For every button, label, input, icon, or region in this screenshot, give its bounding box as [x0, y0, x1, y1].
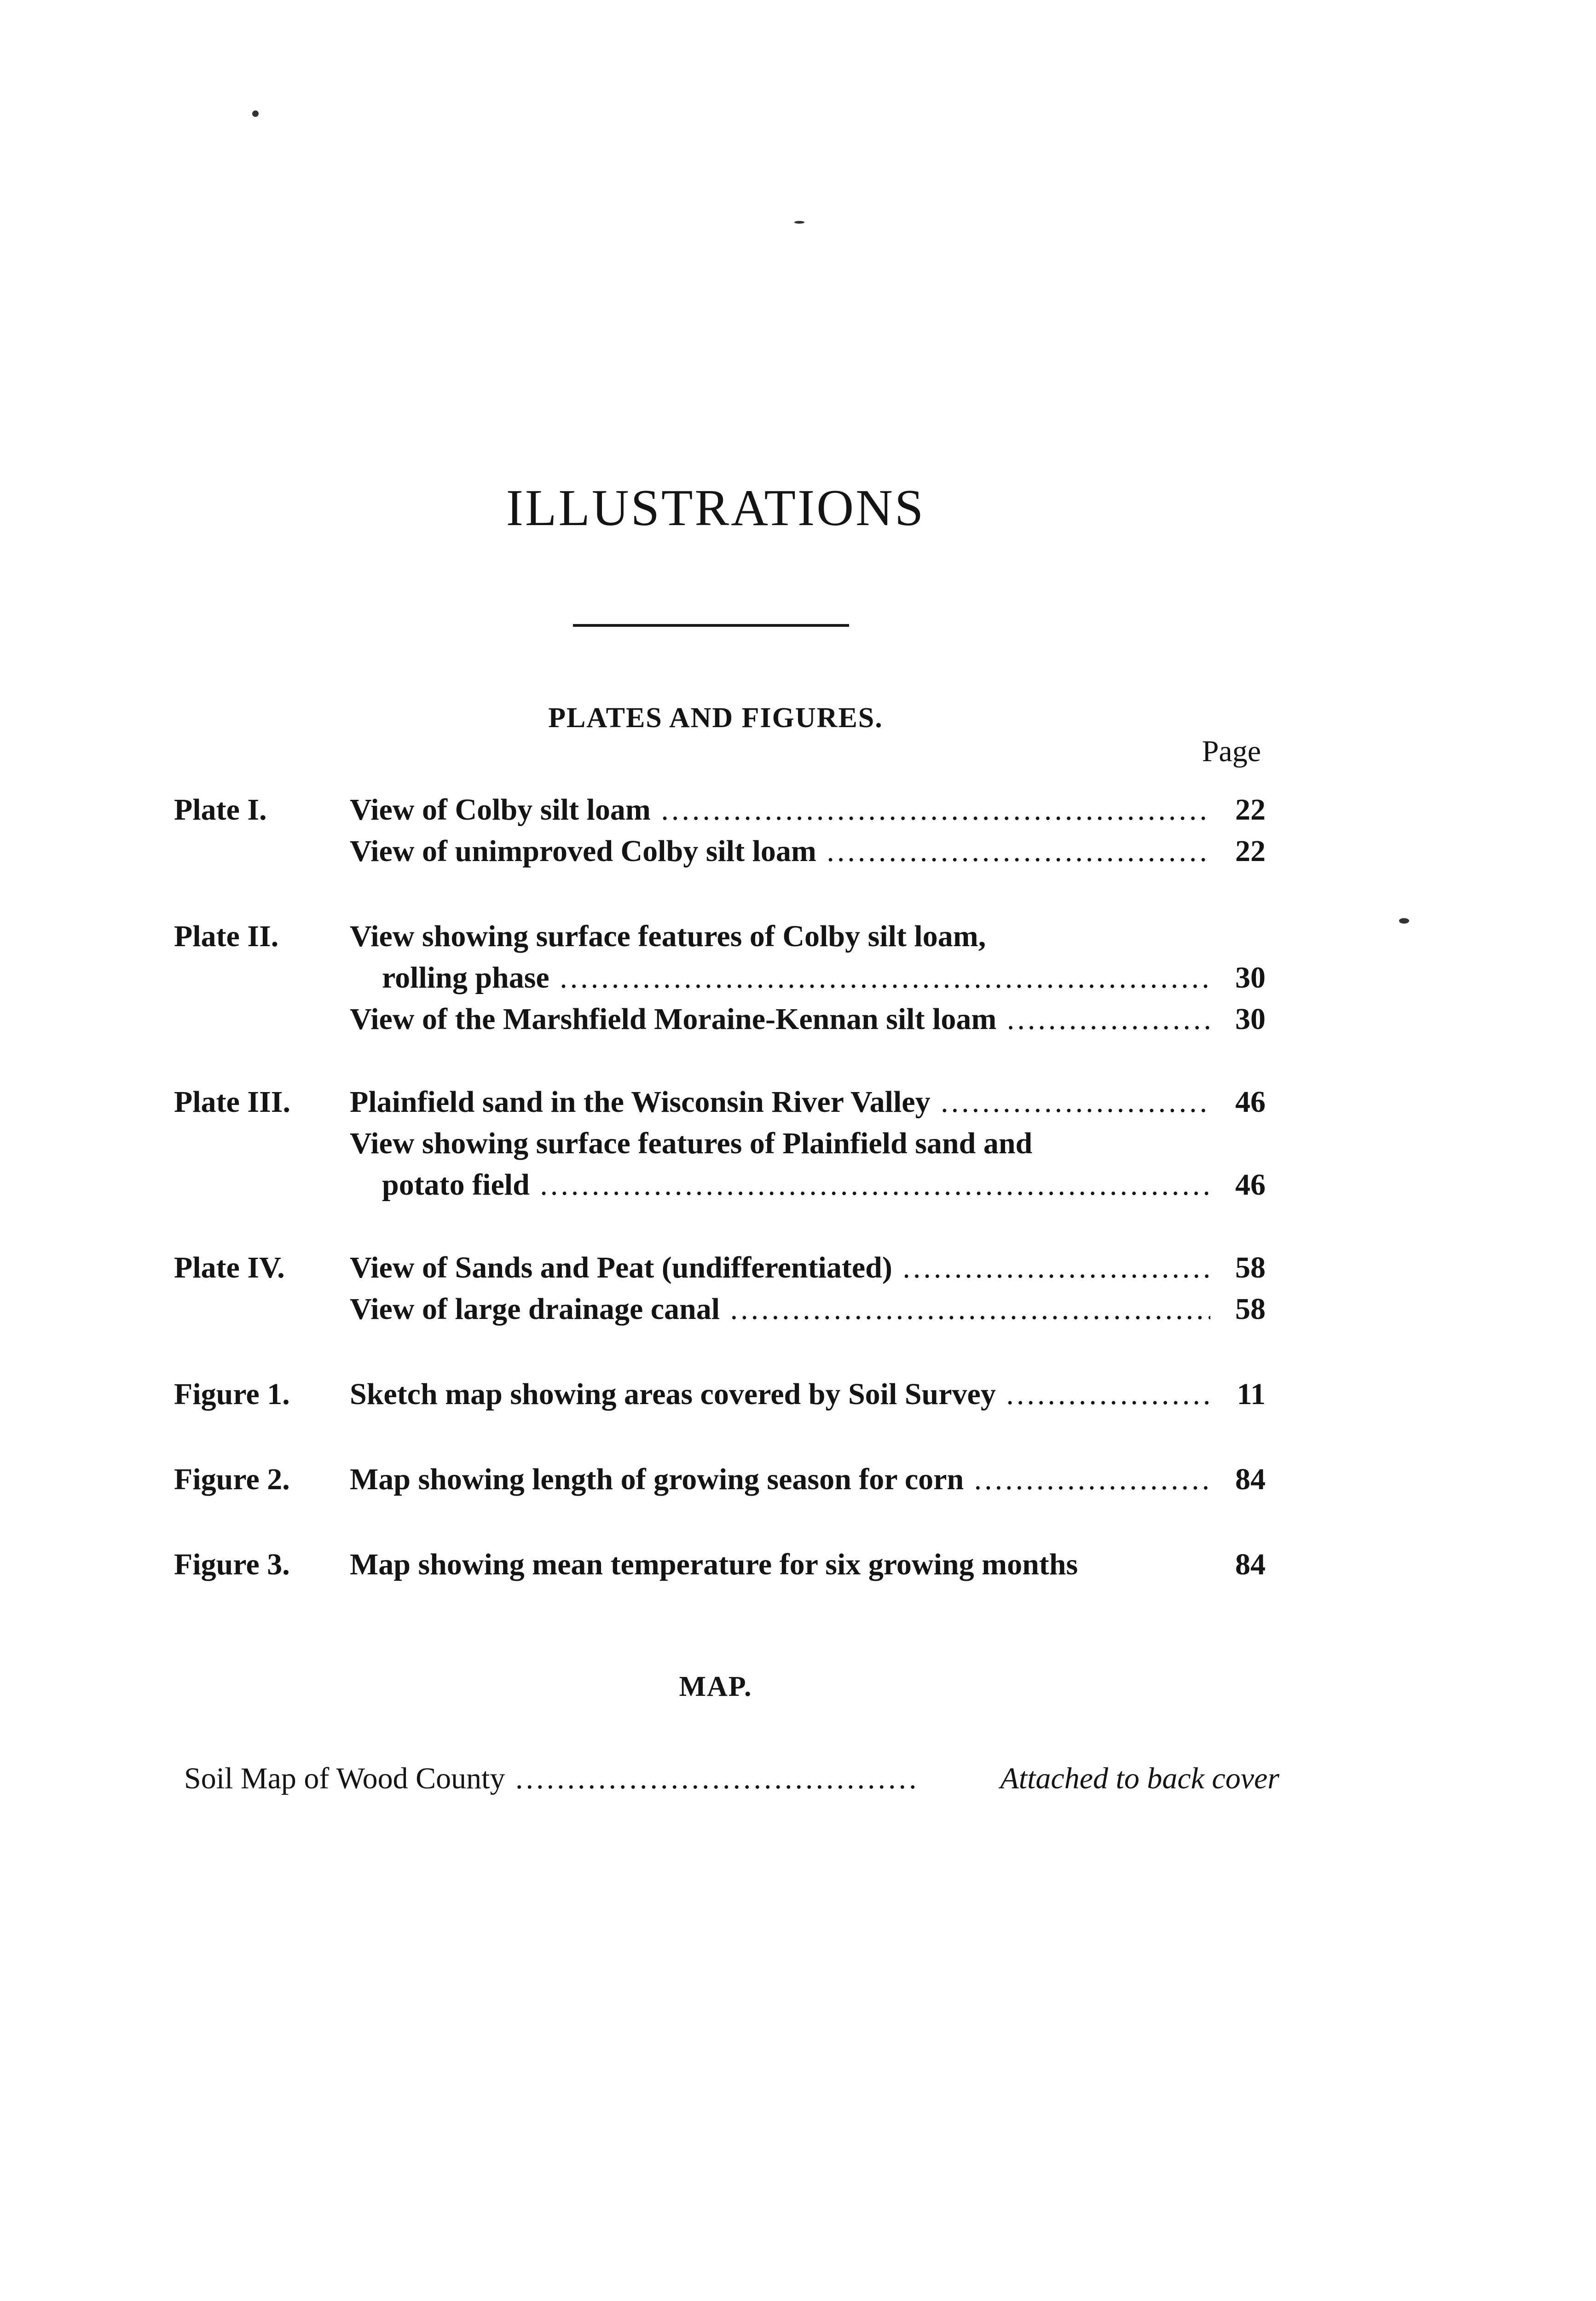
map-entry-text: Soil Map of Wood County .....: [184, 1758, 920, 1799]
entry-page: 22: [1235, 834, 1266, 868]
list-item: [0, 1247, 1596, 1289]
plates-heading: PLATES AND FIGURES.: [548, 702, 883, 734]
entry-page: 58: [1235, 1292, 1266, 1326]
list-item: [184, 1758, 1279, 1799]
list-item: [0, 1164, 1596, 1206]
entry-label: Plate IV.: [174, 1251, 285, 1284]
list-item: [0, 831, 1596, 872]
entry-page: 30: [1235, 961, 1266, 994]
entry-label: Plate I.: [174, 793, 267, 827]
map-entry-location: Attached to back cover: [996, 1758, 1279, 1799]
list-item: [0, 916, 1596, 957]
entry-label: Plate III.: [174, 1085, 290, 1119]
entry-label: Figure 1.: [174, 1377, 290, 1411]
scan-speck: [794, 221, 804, 224]
entry-label: Plate II.: [174, 919, 279, 953]
entry-page: 22: [1235, 793, 1266, 827]
entry-text-first-line: View showing surface features of Colby silt loam,: [350, 919, 986, 953]
entry-text: View of Sands and Peat (undifferentiated) .....: [350, 1251, 1210, 1284]
entry-page: 30: [1235, 1002, 1266, 1036]
list-item: [0, 1123, 1596, 1164]
scan-speck: [1399, 918, 1409, 924]
entry-page: 46: [1235, 1168, 1266, 1202]
title-rule: [573, 624, 849, 627]
entry-text: Map showing length of growing season for corn .....: [350, 1463, 1210, 1496]
list-item: [0, 957, 1596, 999]
entry-text: Map showing mean temperature for six growing months: [350, 1548, 1078, 1581]
list-item: [0, 1289, 1596, 1330]
entry-text: View of Colby silt loam .....: [350, 793, 1210, 827]
entry-label: Figure 3.: [174, 1548, 290, 1581]
list-item: [0, 789, 1596, 831]
entry-label: Figure 2.: [174, 1463, 290, 1496]
entry-text-first-line: View showing surface features of Plainfield sand and: [350, 1127, 1033, 1160]
list-item: [0, 1374, 1596, 1415]
page-title: ILLUSTRATIONS: [506, 480, 925, 537]
entry-text: View of large drainage canal .....: [350, 1292, 1210, 1326]
list-item: [0, 1081, 1596, 1123]
entry-text: View of the Marshfield Moraine-Kennan silt loam .....: [350, 1002, 1210, 1036]
entry-page: 46: [1235, 1085, 1266, 1119]
entry-page: 84: [1235, 1463, 1266, 1496]
page-column-label: Page: [1202, 734, 1261, 768]
scan-speck: [252, 110, 259, 117]
entry-page: 58: [1235, 1251, 1266, 1284]
entry-text: Plainfield sand in the Wisconsin River Valley .....: [350, 1085, 1210, 1119]
list-item: [0, 1544, 1596, 1585]
entry-text: View of unimproved Colby silt loam .....: [350, 834, 1210, 868]
entry-page: 11: [1237, 1377, 1266, 1411]
entry-page: 84: [1235, 1548, 1266, 1581]
entry-text: potato field .....: [382, 1168, 1210, 1202]
list-item: [0, 1459, 1596, 1500]
list-item: [0, 999, 1596, 1040]
map-heading: MAP.: [679, 1671, 752, 1702]
entry-text: Sketch map showing areas covered by Soil Survey .....: [350, 1377, 1210, 1411]
entry-text: rolling phase .....: [382, 961, 1210, 994]
